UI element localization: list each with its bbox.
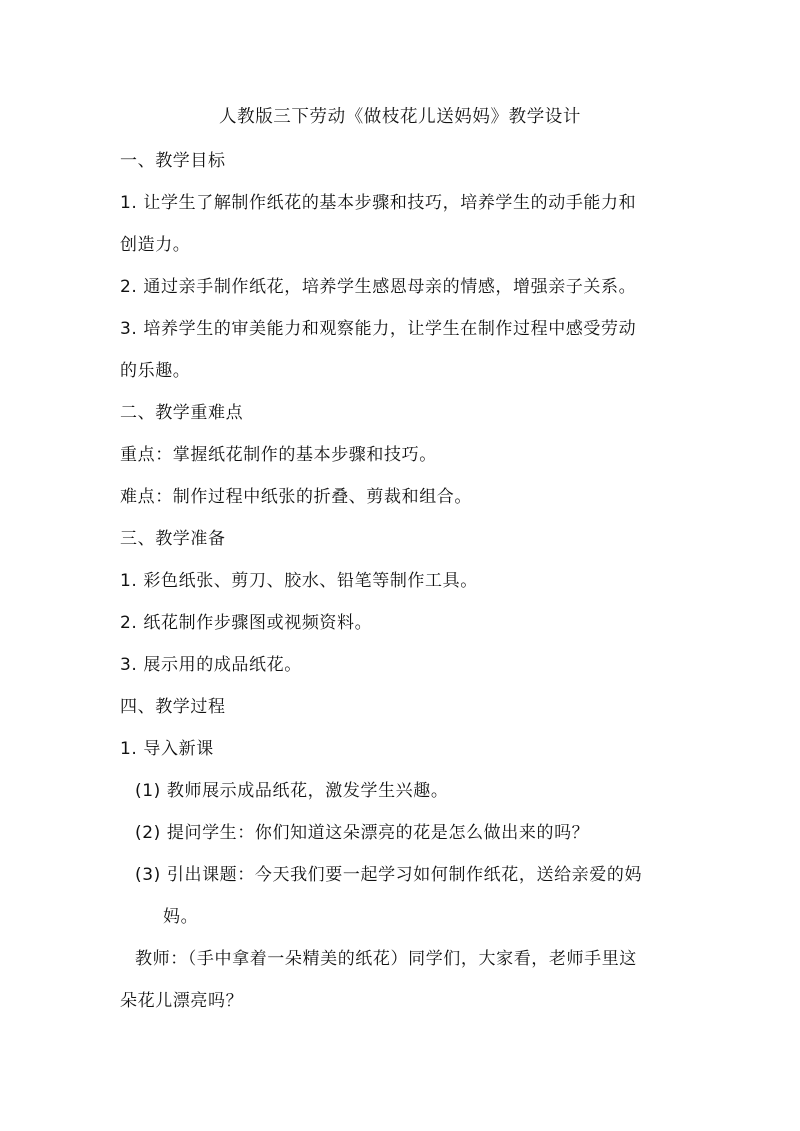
paragraph-line: 1. 让学生了解制作纸花的基本步骤和技巧，培养学生的动手能力和	[120, 193, 637, 213]
section-heading-difficulties: 二、教学重难点	[120, 403, 244, 423]
section-heading-preparation: 三、教学准备	[120, 529, 226, 549]
paragraph-line: 教师：（手中拿着一朵精美的纸花）同学们，大家看，老师手里这	[135, 949, 637, 969]
paragraph-line: 1. 彩色纸张、剪刀、胶水、铅笔等制作工具。	[120, 571, 478, 591]
document-title: 人教版三下劳动《做枝花儿送妈妈》教学设计	[219, 107, 581, 127]
paragraph-line: 1. 导入新课	[120, 739, 214, 759]
paragraph-line: 的乐趣。	[120, 361, 191, 381]
paragraph-line: 难点：制作过程中纸张的折叠、剪裁和组合。	[120, 487, 472, 507]
paragraph-line: 2. 纸花制作步骤图或视频资料。	[120, 613, 373, 633]
paragraph-line: 创造力。	[120, 235, 191, 255]
paragraph-line: 3. 展示用的成品纸花。	[120, 655, 302, 675]
paragraph-line: (1) 教师展示成品纸花，激发学生兴趣。	[135, 781, 449, 801]
paragraph-line: 朵花儿漂亮吗？	[120, 991, 244, 1011]
paragraph-line: 重点：掌握纸花制作的基本步骤和技巧。	[120, 445, 437, 465]
paragraph-line: (2) 提问学生：你们知道这朵漂亮的花是怎么做出来的吗？	[135, 823, 590, 843]
section-heading-process: 四、教学过程	[120, 697, 226, 717]
paragraph-line: 妈。	[163, 907, 199, 927]
paragraph-line: 2. 通过亲手制作纸花，培养学生感恩母亲的情感，增强亲子关系。	[120, 277, 637, 297]
paragraph-line: 3. 培养学生的审美能力和观察能力，让学生在制作过程中感受劳动	[120, 319, 637, 339]
paragraph-line: (3) 引出课题：今天我们要一起学习如何制作纸花，送给亲爱的妈	[135, 865, 643, 885]
section-heading-objectives: 一、教学目标	[120, 151, 226, 171]
